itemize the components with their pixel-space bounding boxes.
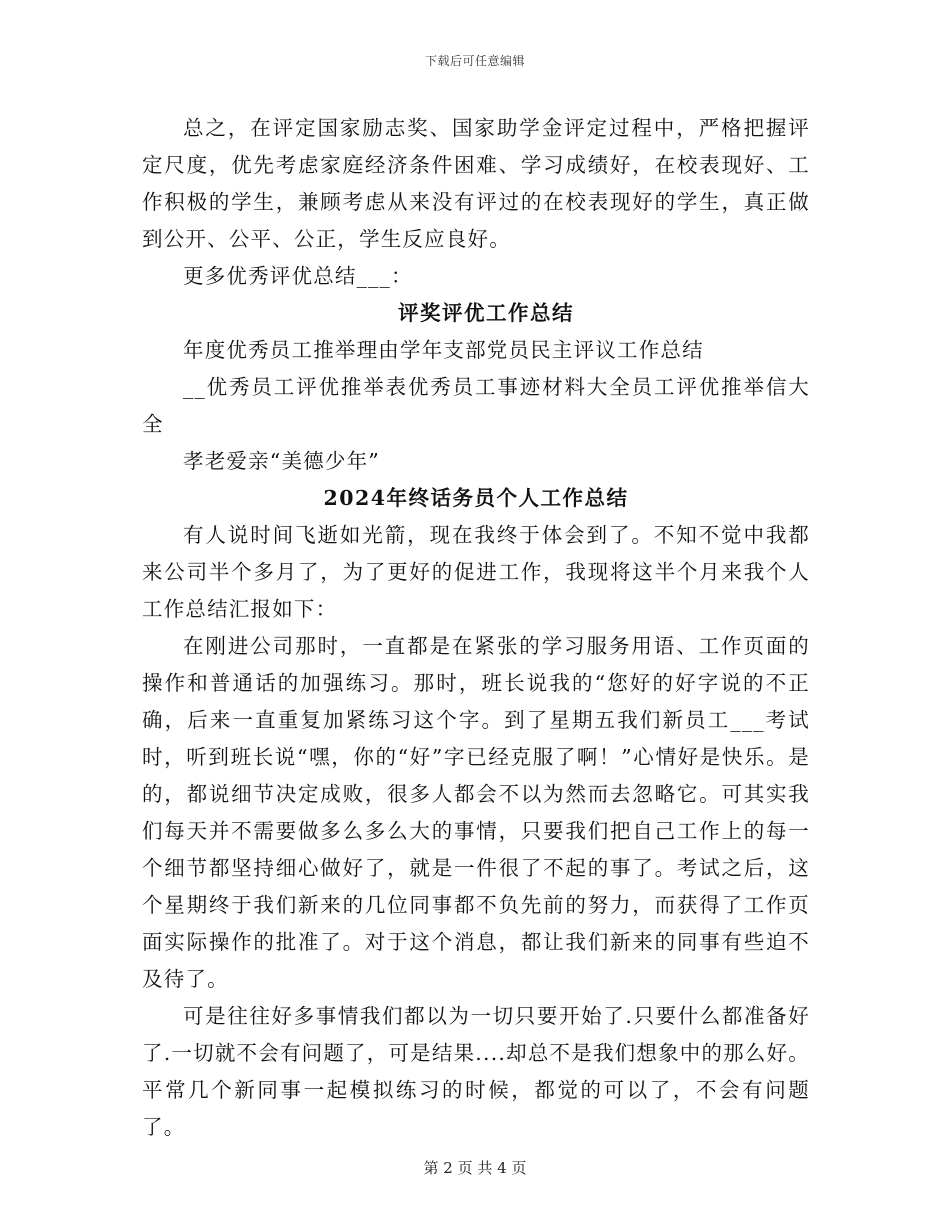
paragraph: 年度优秀员工推举理由学年支部党员民主评议工作总结 [183, 338, 704, 362]
paragraph: 孝老爱亲“美德少年” [183, 449, 380, 473]
paragraph: 有人说时间飞逝如光箭，现在我终于体会到了。不知不觉中我都来公司半个多月了，为了更好的促进工作，我现将这半个月来我个人工作总结汇报如下： [142, 523, 810, 621]
paragraph: 在刚进公司那时，一直都是在紧张的学习服务用语、工作页面的操作和普通话的加强练习。那时，班长说我的“您好的好字说的不正确，后来一直重复加紧练习这个字。到了星期五我们新员工___考试时，听到班长说“嘿，你的“好”字已经克服了啊！”心情好是快乐。是的，都说细节决定成败，很多人都会不以为然而去忽略它。可其实我们每天并不需要做多么多么大的事情，只要我们把自己工作上的每一个细节都坚持细心做好了，就是一件很了不起的事了。考试之后，这个星期终于我们新来的几位同事都不负先前的努力，而获得了工作页面实际操作的批准了。对于这个消息，都让我们新来的同事有些迫不及待了。 [142, 634, 810, 991]
page-footer: 第 2 页 共 4 页 [423, 1159, 527, 1177]
paragraph: __优秀员工评优推举表优秀员工事迹材料大全员工评优推举信大全 [142, 375, 810, 436]
paragraph: 更多优秀评优总结___： [183, 264, 413, 288]
page-header: 下载后可任意编辑 [424, 54, 525, 68]
section-title: 2024年终话务员个人工作总结 [323, 486, 629, 510]
section-title: 评奖评优工作总结 [398, 301, 574, 325]
paragraph: 总之，在评定国家励志奖、国家助学金评定过程中，严格把握评定尺度，优先考虑家庭经济条件困难、学习成绩好，在校表现好、工作积极的学生，兼顾考虑从来没有评过的在校表现好的学生，真正做到公开、公平、公正，学生反应良好。 [142, 116, 810, 251]
paragraph: 可是往往好多事情我们都以为一切只要开始了.只要什么都准备好了.一切就不会有问题了，可是结果....却总不是我们想象中的那么好。平常几个新同事一起模拟练习的时候，都觉的可以了，不会有问题了。 [142, 1004, 810, 1139]
document-body [142, 110, 810, 1146]
